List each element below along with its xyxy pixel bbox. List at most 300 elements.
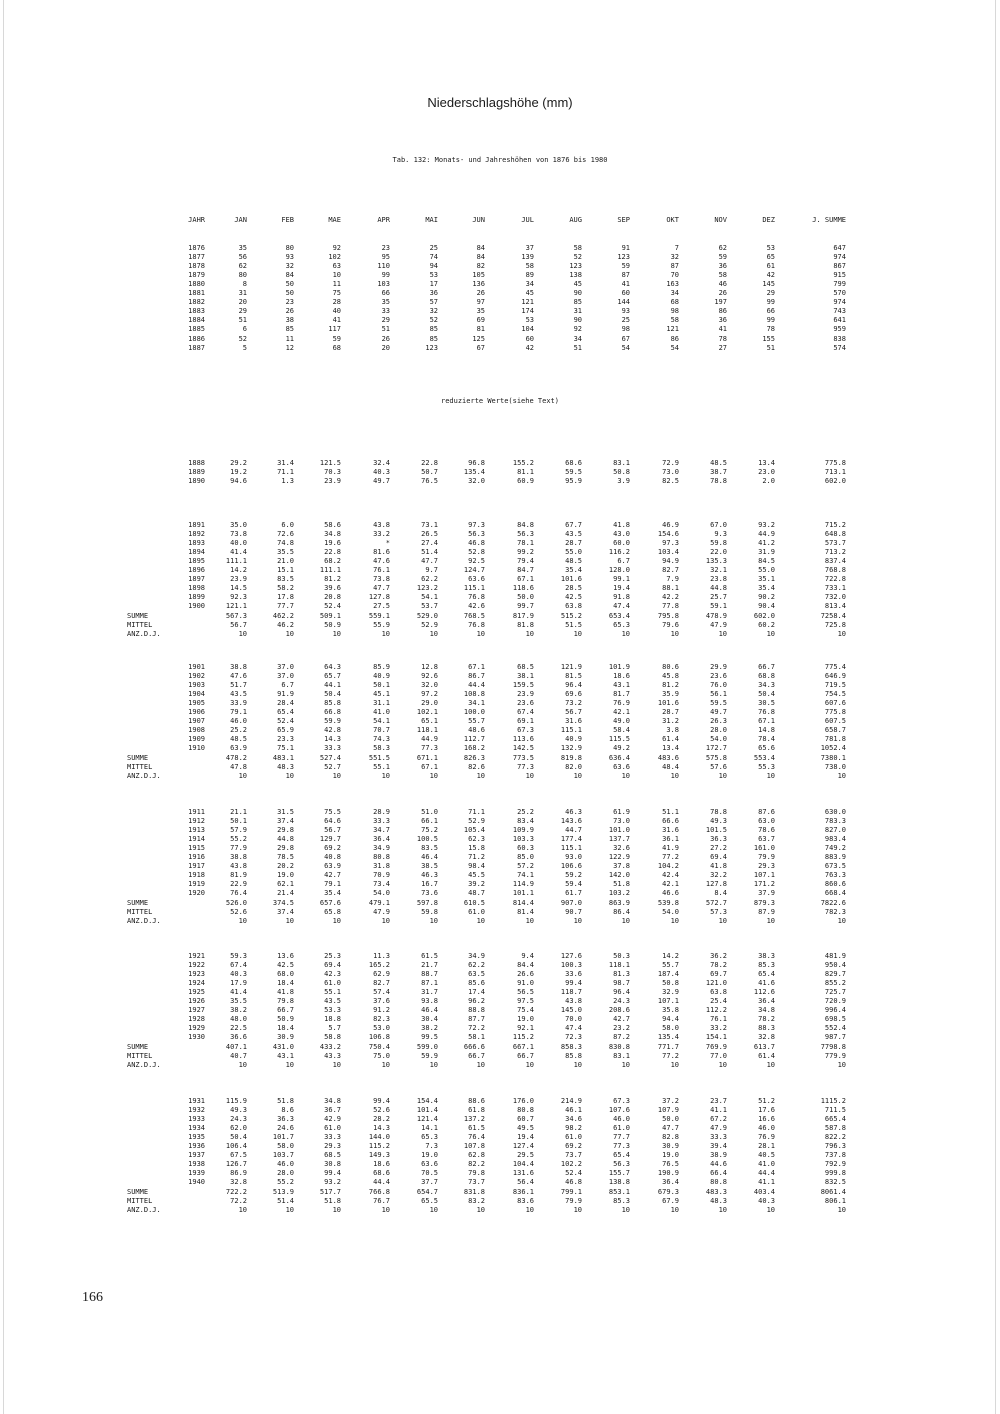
value-cell: 737.8 (824, 1151, 846, 1160)
year-cell: 1932 (188, 1106, 205, 1115)
value-cell: 67.1 (421, 762, 438, 771)
value-cell: 28.7 (565, 539, 582, 548)
value-cell: 73.0 (662, 468, 679, 477)
value-cell: 9.4 (521, 952, 534, 960)
value-cell: 88.8 (468, 1006, 485, 1015)
value-cell: 41.0 (373, 708, 390, 717)
value-cell: 19.6 (324, 539, 341, 548)
value-cell: 58.1 (468, 1033, 485, 1042)
value-cell: 165.2 (368, 961, 390, 970)
value-cell: 43.1 (277, 1051, 294, 1060)
value-cell: 87 (670, 262, 679, 271)
value-cell: 10 (332, 916, 341, 925)
table-row (0, 468, 1000, 477)
value-cell: 42.7 (613, 1015, 630, 1024)
summary-row (0, 908, 1000, 917)
value-cell: 59.5 (565, 468, 582, 477)
value-cell: 62.9 (373, 970, 390, 979)
value-cell: 103 (377, 280, 390, 289)
value-cell: 19.4 (517, 1133, 534, 1142)
value-cell: 33.6 (565, 970, 582, 979)
value-cell: 76.4 (230, 889, 247, 898)
year-cell: 1881 (188, 289, 205, 298)
year-cell: 1898 (188, 584, 205, 593)
row-label: MITTEL (127, 1051, 153, 1060)
value-cell: 100.0 (463, 708, 485, 717)
value-cell: 66 (381, 289, 390, 298)
value-cell: 83.6 (517, 1196, 534, 1205)
value-cell: 19.0 (421, 1151, 438, 1160)
value-cell: 17 (429, 280, 438, 289)
value-cell: 974 (833, 253, 846, 262)
value-cell: 10 (285, 916, 294, 925)
value-cell: 88.6 (468, 1097, 485, 1105)
value-cell: 66.6 (662, 817, 679, 826)
value-cell: 114.9 (512, 880, 534, 889)
value-cell: 70.9 (373, 871, 390, 880)
value-cell: 38 (285, 316, 294, 325)
value-cell: 10 (332, 1060, 341, 1069)
table-row (0, 530, 1000, 539)
value-cell: 18.6 (613, 672, 630, 681)
value-cell: 76.7 (373, 1196, 390, 1205)
value-cell: 44.4 (468, 681, 485, 690)
value-cell: 72.9 (662, 459, 679, 467)
value-cell: 93.8 (421, 997, 438, 1006)
value-cell: 67.9 (662, 1196, 679, 1205)
value-cell: 641 (833, 316, 846, 325)
value-cell: 602.0 (824, 477, 846, 486)
value-cell: 34.9 (468, 952, 485, 960)
value-cell: 996.4 (824, 1006, 846, 1015)
value-cell: 23.9 (517, 690, 534, 699)
value-cell: 72.3 (565, 1033, 582, 1042)
year-cell: 1921 (188, 952, 205, 960)
value-cell: 44.8 (710, 584, 727, 593)
year-cell: 1928 (188, 1015, 205, 1024)
page-title: Niederschlagshöhe (mm) (427, 95, 573, 110)
value-cell: 76.8 (758, 708, 775, 717)
value-cell: 58.6 (324, 521, 341, 529)
column-header: JAN (234, 216, 247, 224)
value-cell: 94.6 (230, 477, 247, 486)
value-cell: 28.1 (758, 1142, 775, 1151)
value-cell: 137.2 (463, 1115, 485, 1124)
value-cell: 58.2 (277, 584, 294, 593)
value-cell: 32.6 (613, 844, 630, 853)
value-cell: 67.2 (710, 1115, 727, 1124)
value-cell: 99.1 (613, 575, 630, 584)
value-cell: 76.1 (710, 1015, 727, 1024)
value-cell: 10 (238, 1205, 247, 1214)
value-cell: 127.4 (512, 1142, 534, 1151)
value-cell: 51 (573, 343, 582, 352)
value-cell: 14.2 (230, 566, 247, 575)
value-cell: 8 (242, 280, 247, 289)
value-cell: 99.5 (421, 1033, 438, 1042)
value-cell: 61.9 (613, 808, 630, 816)
value-cell: 42.1 (662, 880, 679, 889)
value-cell: 135.3 (705, 557, 727, 566)
value-cell: 68.8 (758, 672, 775, 681)
value-cell: 66 (766, 307, 775, 316)
value-cell: 51.4 (421, 548, 438, 557)
value-cell: 20.8 (324, 593, 341, 602)
value-cell: 66.7 (517, 1051, 534, 1060)
value-cell: 715.2 (824, 521, 846, 529)
value-cell: 38.9 (710, 1151, 727, 1160)
value-cell: 667.1 (512, 1042, 534, 1051)
table-row (0, 1033, 1000, 1042)
value-cell: 10 (381, 629, 390, 638)
value-cell: 35.1 (758, 575, 775, 584)
value-cell: 77.3 (421, 744, 438, 753)
year-cell: 1916 (188, 853, 205, 862)
value-cell: 55.1 (373, 762, 390, 771)
value-cell: 115.2 (368, 1142, 390, 1151)
value-cell: 91.0 (517, 979, 534, 988)
value-cell: 50.3 (613, 952, 630, 960)
table-row (0, 335, 1000, 344)
value-cell: 41.1 (758, 1178, 775, 1187)
value-cell: 97 (476, 298, 485, 307)
value-cell: 145 (762, 280, 775, 289)
value-cell: 52.6 (230, 907, 247, 916)
value-cell: 17.6 (758, 1106, 775, 1115)
value-cell: 10 (429, 629, 438, 638)
table-row (0, 1097, 1000, 1106)
value-cell: 61.0 (565, 1133, 582, 1142)
value-cell: 69.1 (517, 717, 534, 726)
value-cell: 47.4 (565, 1024, 582, 1033)
value-cell: 112.2 (705, 1006, 727, 1015)
value-cell: 74.8 (277, 539, 294, 548)
value-cell: 817.9 (512, 611, 534, 620)
table-row (0, 593, 1000, 602)
value-cell: 136 (472, 280, 485, 289)
value-cell: 433.2 (319, 1042, 341, 1051)
value-cell: 79.8 (277, 997, 294, 1006)
value-cell: 832.5 (824, 1178, 846, 1187)
value-cell: 58.4 (613, 726, 630, 735)
value-cell: 144.0 (368, 1133, 390, 1142)
value-cell: 55.0 (758, 566, 775, 575)
value-cell: 73.6 (421, 889, 438, 898)
value-cell: 117 (328, 325, 341, 334)
value-cell: 860.6 (824, 880, 846, 889)
value-cell: 31.7 (421, 988, 438, 997)
value-cell: 41.4 (230, 548, 247, 557)
value-cell: 23.6 (710, 672, 727, 681)
table-row (0, 961, 1000, 970)
value-cell: 47.6 (230, 672, 247, 681)
value-cell: 10 (766, 771, 775, 780)
value-cell: 743 (833, 307, 846, 316)
value-cell: 80.6 (662, 663, 679, 671)
value-cell: 76.9 (758, 1133, 775, 1142)
value-cell: 28.9 (373, 808, 390, 816)
value-cell: 47.6 (373, 557, 390, 566)
value-cell: 90.4 (758, 602, 775, 611)
value-cell: 51.5 (565, 620, 582, 629)
value-cell: 40.0 (230, 539, 247, 548)
summary-row (0, 612, 1000, 621)
value-cell: 61.0 (468, 907, 485, 916)
value-cell: 142.0 (608, 871, 630, 880)
row-label: ANZ.D.J. (127, 1205, 161, 1214)
page-number: 166 (82, 1290, 103, 1305)
value-cell: 636.4 (608, 753, 630, 762)
value-cell: 59.3 (230, 952, 247, 960)
table-row (0, 988, 1000, 997)
value-cell: 62.2 (468, 961, 485, 970)
value-cell: 59.9 (324, 717, 341, 726)
table-row (0, 298, 1000, 307)
value-cell: 29.2 (230, 459, 247, 467)
value-cell: 55.1 (324, 988, 341, 997)
column-header: APR (377, 216, 390, 224)
table-row (0, 708, 1000, 717)
year-cell: 1917 (188, 862, 205, 871)
value-cell: 73.2 (565, 699, 582, 708)
value-cell: 43.5 (230, 690, 247, 699)
summary-row (0, 899, 1000, 908)
value-cell: 915 (833, 271, 846, 280)
value-cell: 10 (837, 771, 846, 780)
value-cell: 63.0 (758, 817, 775, 826)
value-cell: 85 (285, 325, 294, 334)
table-row (0, 1142, 1000, 1151)
value-cell: 50.9 (277, 1015, 294, 1024)
value-cell: 10 (476, 629, 485, 638)
value-cell: 61 (766, 262, 775, 271)
value-cell: 135.4 (657, 1033, 679, 1042)
value-cell: 58.8 (324, 1033, 341, 1042)
value-cell: 10 (718, 771, 727, 780)
value-cell: 149.3 (368, 1151, 390, 1160)
value-cell: 79.1 (230, 708, 247, 717)
value-cell: 99 (381, 271, 390, 280)
value-cell: 82.5 (662, 477, 679, 486)
value-cell: 711.5 (824, 1106, 846, 1115)
value-cell: 67 (621, 334, 630, 343)
value-cell: 754.5 (824, 690, 846, 699)
value-cell: 56 (238, 253, 247, 262)
value-cell: 53 (766, 244, 775, 252)
value-cell: 2.0 (762, 477, 775, 486)
value-cell: 45 (525, 289, 534, 298)
value-cell: 60.0 (613, 539, 630, 548)
value-cell: 713.2 (824, 548, 846, 557)
value-cell: 77.0 (710, 1051, 727, 1060)
value-cell: 163 (666, 280, 679, 289)
value-cell: 69.6 (565, 690, 582, 699)
value-cell: 92.3 (230, 593, 247, 602)
value-cell: 111.1 (319, 566, 341, 575)
value-cell: 88.3 (758, 1024, 775, 1033)
value-cell: 478.2 (225, 753, 247, 762)
value-cell: 13.4 (758, 459, 775, 467)
value-cell: 123 (425, 343, 438, 352)
value-cell: 813.4 (824, 602, 846, 611)
value-cell: 56.4 (517, 1178, 534, 1187)
table-row (0, 735, 1000, 744)
year-cell: 1935 (188, 1133, 205, 1142)
value-cell: 610.5 (463, 898, 485, 907)
value-cell: 654.7 (416, 1187, 438, 1196)
value-cell: 123 (569, 262, 582, 271)
value-cell: 1.3 (281, 477, 294, 486)
year-cell: 1882 (188, 298, 205, 307)
value-cell: 35.4 (565, 566, 582, 575)
value-cell: 58.0 (662, 1024, 679, 1033)
value-cell: 10 (670, 916, 679, 925)
value-cell: 10 (285, 1205, 294, 1214)
value-cell: 722.2 (225, 1187, 247, 1196)
year-cell: 1908 (188, 726, 205, 735)
value-cell: 33.3 (324, 1133, 341, 1142)
value-cell: 127.8 (705, 880, 727, 889)
value-cell: 54 (621, 343, 630, 352)
value-cell: 483.6 (657, 753, 679, 762)
value-cell: 71.2 (468, 853, 485, 862)
value-cell: 792.9 (824, 1160, 846, 1169)
value-cell: 552.4 (824, 1024, 846, 1033)
value-cell: 65.1 (421, 717, 438, 726)
value-cell: 853.1 (608, 1187, 630, 1196)
value-cell: 46.3 (421, 871, 438, 880)
value-cell: 48.7 (468, 889, 485, 898)
value-cell: 80.8 (710, 1178, 727, 1187)
value-cell: 49.2 (613, 744, 630, 753)
value-cell: 83.5 (421, 844, 438, 853)
value-cell: 108.8 (463, 690, 485, 699)
value-cell: 101.4 (416, 1106, 438, 1115)
value-cell: 10 (525, 1205, 534, 1214)
value-cell: 60 (525, 334, 534, 343)
value-cell: 829.7 (824, 970, 846, 979)
value-cell: 42.4 (662, 871, 679, 880)
value-cell: 33 (381, 307, 390, 316)
value-cell: 76.9 (613, 699, 630, 708)
value-cell: 8.6 (281, 1106, 294, 1115)
value-cell: 73.7 (468, 1178, 485, 1187)
value-cell: 63.8 (565, 602, 582, 611)
value-cell: 71.1 (468, 808, 485, 816)
value-cell: 82.7 (662, 566, 679, 575)
value-cell: 725.8 (824, 620, 846, 629)
value-cell: 52 (429, 316, 438, 325)
table-row (0, 289, 1000, 298)
year-cell: 1909 (188, 735, 205, 744)
value-cell: 42.2 (662, 593, 679, 602)
value-cell: 32 (670, 253, 679, 262)
value-cell: 50 (285, 289, 294, 298)
value-cell: 72.6 (277, 530, 294, 539)
value-cell: 51.8 (324, 1196, 341, 1205)
value-cell: 41.4 (230, 988, 247, 997)
value-cell: 155.7 (608, 1169, 630, 1178)
value-cell: 54.1 (373, 717, 390, 726)
value-cell: 32.4 (373, 459, 390, 467)
table-row (0, 575, 1000, 584)
value-cell: 63.6 (613, 762, 630, 771)
value-cell: 33.3 (373, 817, 390, 826)
value-cell: 658.7 (824, 726, 846, 735)
value-cell: 59.1 (710, 602, 727, 611)
value-cell: 48.4 (662, 762, 679, 771)
value-cell: 55.2 (277, 1178, 294, 1187)
value-cell: 41.6 (758, 979, 775, 988)
value-cell: 41.1 (710, 1106, 727, 1115)
value-cell: 28.4 (277, 699, 294, 708)
value-cell: 17.4 (468, 988, 485, 997)
value-cell: 138 (569, 271, 582, 280)
value-cell: 29.9 (710, 663, 727, 671)
value-cell: 10 (429, 1205, 438, 1214)
table-row (0, 1124, 1000, 1133)
value-cell: 86.4 (613, 907, 630, 916)
value-cell: 56.3 (613, 1160, 630, 1169)
value-cell: 52.9 (421, 620, 438, 629)
value-cell: 93 (621, 307, 630, 316)
row-label: ANZ.D.J. (127, 916, 161, 925)
value-cell: 23.0 (758, 468, 775, 477)
value-cell: 46.6 (662, 889, 679, 898)
value-cell: 30.4 (421, 1015, 438, 1024)
value-cell: 10 (381, 1060, 390, 1069)
value-cell: 65.8 (324, 907, 341, 916)
value-cell: 719.5 (824, 681, 846, 690)
value-cell: 97.3 (662, 539, 679, 548)
value-cell: 999.8 (824, 1169, 846, 1178)
value-cell: 46.0 (758, 1124, 775, 1133)
value-cell: 81.5 (565, 672, 582, 681)
table-row (0, 979, 1000, 988)
value-cell: 13.4 (662, 744, 679, 753)
value-cell: 36.4 (662, 1178, 679, 1187)
year-cell: 1890 (188, 477, 205, 486)
value-cell: 551.5 (368, 753, 390, 762)
value-cell: 68.5 (324, 1151, 341, 1160)
year-cell: 1903 (188, 681, 205, 690)
year-cell: 1888 (188, 459, 205, 467)
value-cell: 7258.4 (820, 611, 846, 620)
year-cell: 1931 (188, 1097, 205, 1105)
value-cell: 93.2 (758, 521, 775, 529)
value-cell: 116.2 (608, 548, 630, 557)
value-cell: 80 (238, 271, 247, 280)
value-cell: 10 (718, 629, 727, 638)
value-cell: 73.7 (565, 1151, 582, 1160)
value-cell: 63.6 (468, 575, 485, 584)
value-cell: 39.6 (324, 584, 341, 593)
value-cell: 40.5 (758, 1151, 775, 1160)
value-cell: 64.3 (324, 663, 341, 671)
value-cell: 26 (476, 289, 485, 298)
value-cell: 115.1 (560, 844, 582, 853)
value-cell: 78 (766, 325, 775, 334)
value-cell: 61.0 (324, 979, 341, 988)
value-cell: 34.7 (373, 826, 390, 835)
value-cell: 9.3 (714, 530, 727, 539)
value-cell: 107.1 (753, 871, 775, 880)
value-cell: 135.4 (463, 468, 485, 477)
value-cell: 987.7 (824, 1033, 846, 1042)
value-cell: 57.6 (710, 762, 727, 771)
value-cell: 107.6 (608, 1106, 630, 1115)
value-cell: 529.0 (416, 611, 438, 620)
